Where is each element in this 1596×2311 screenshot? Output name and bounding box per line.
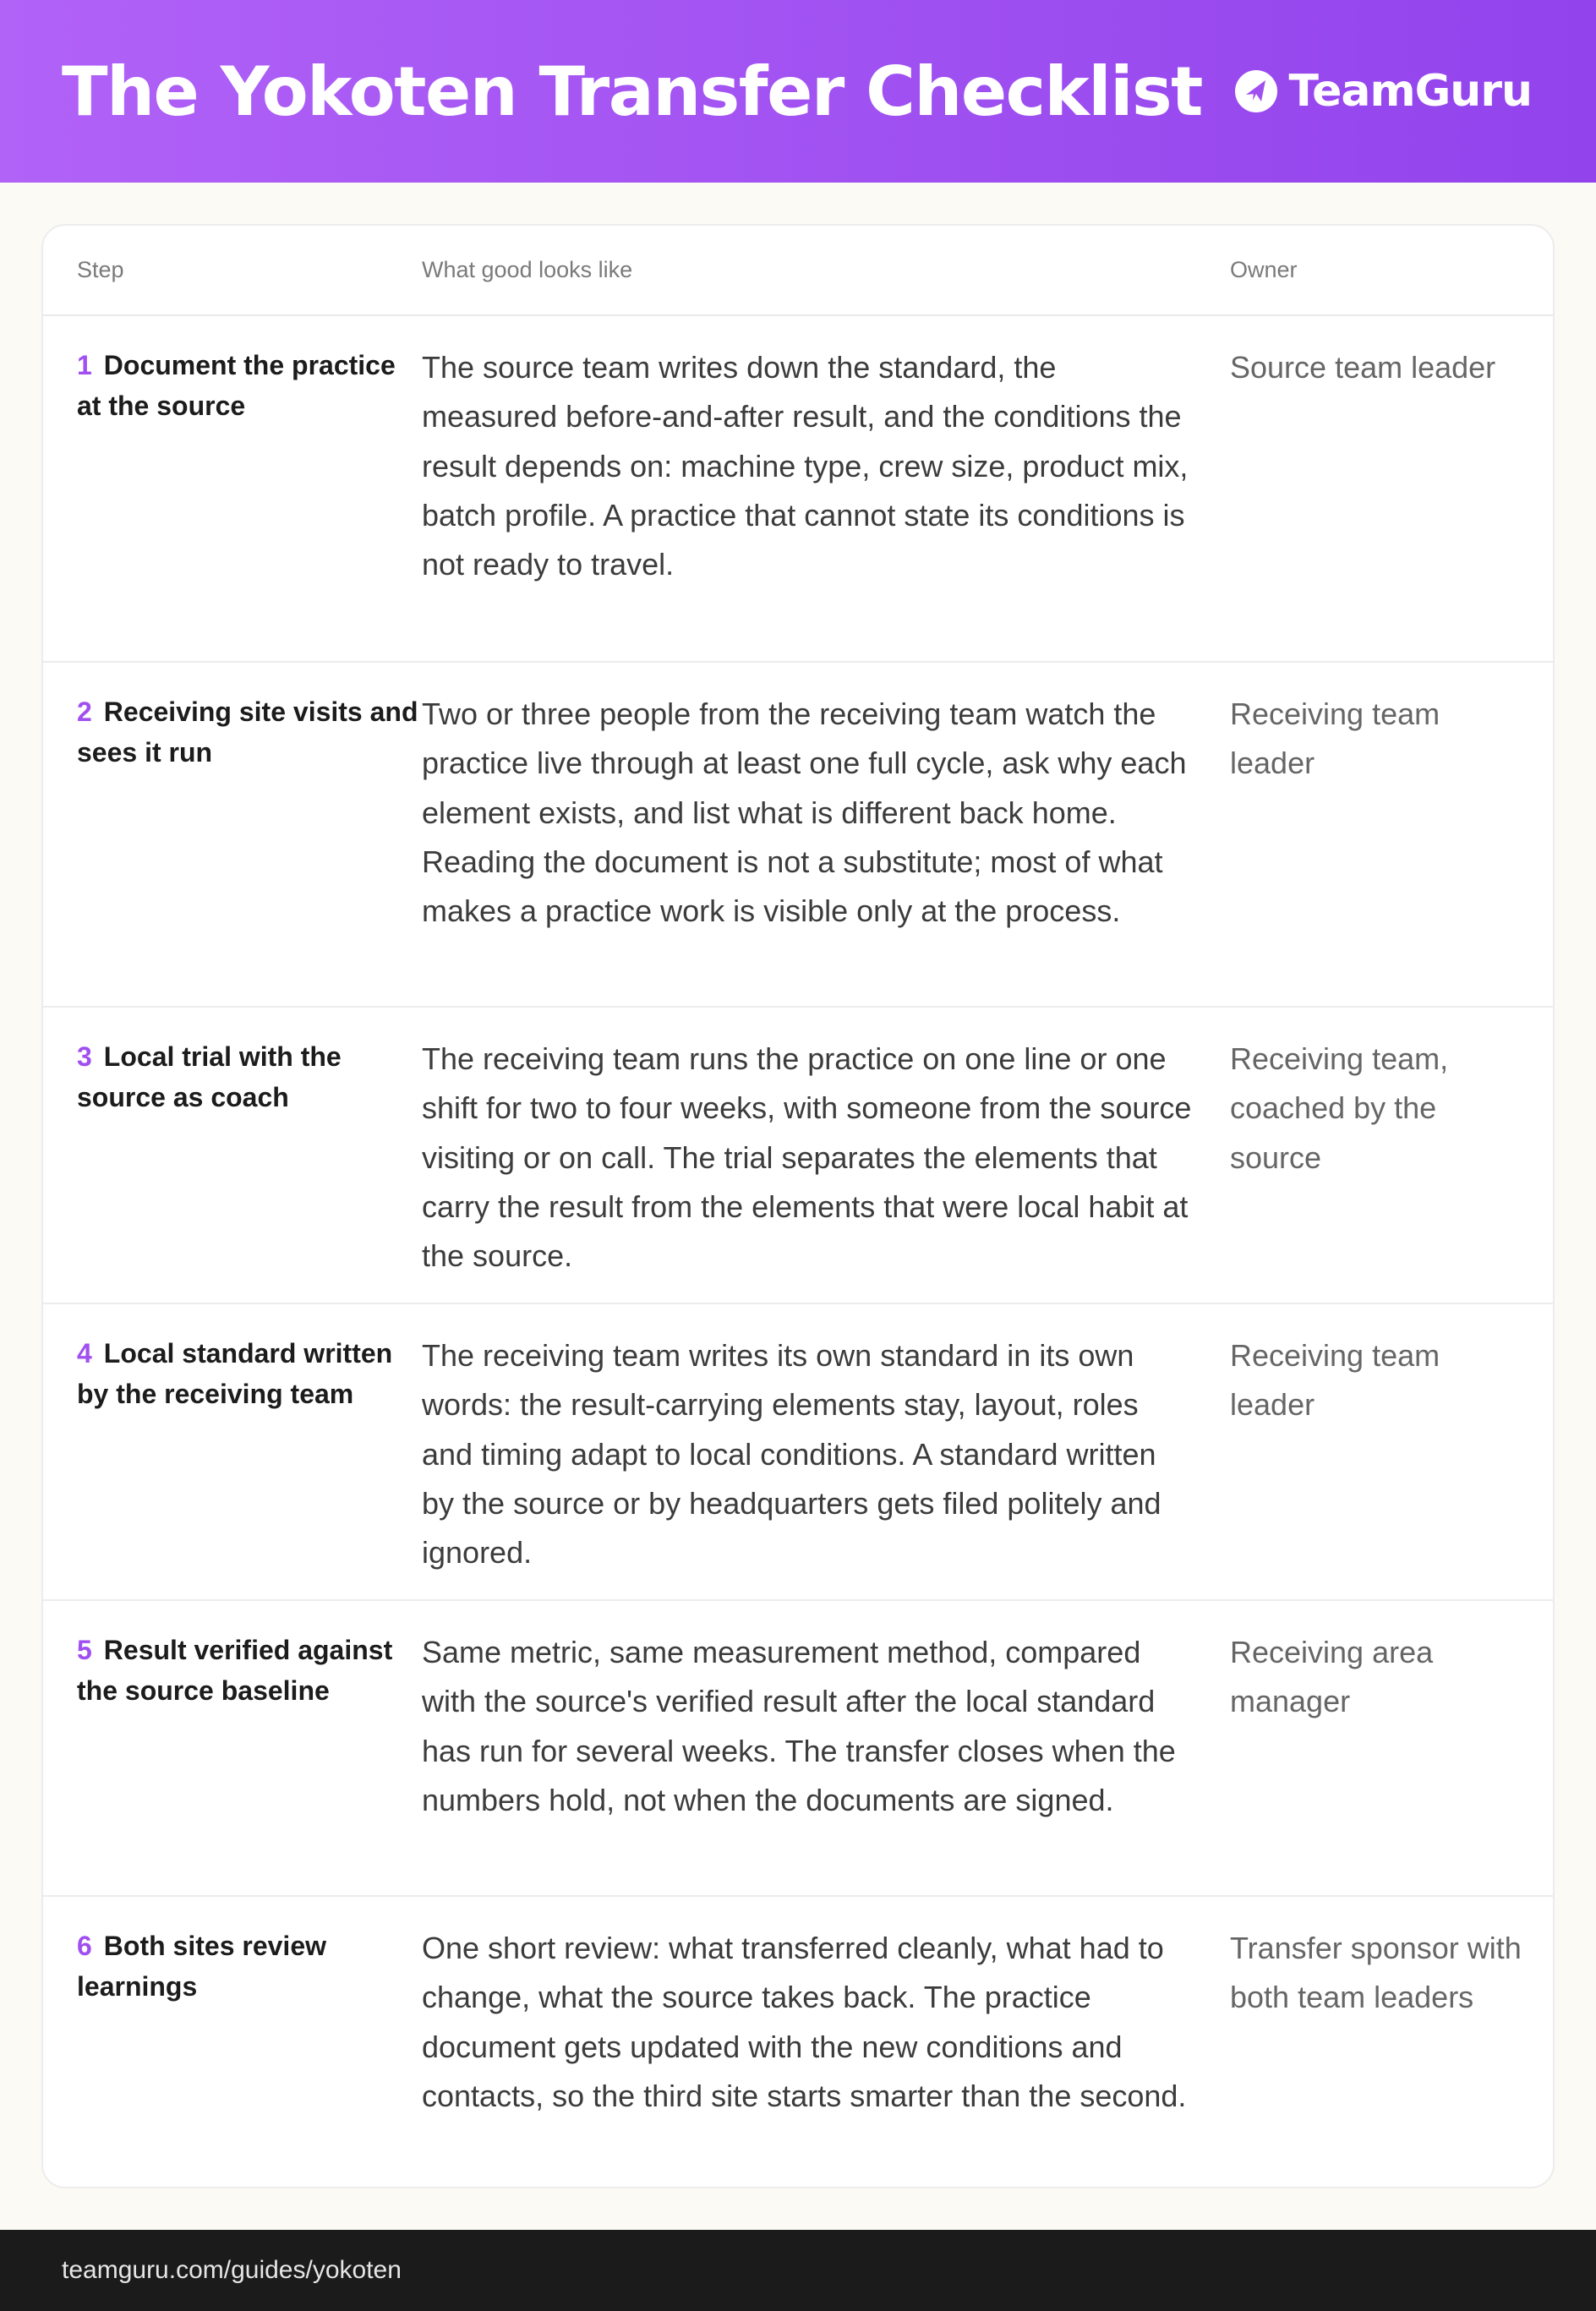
step-title: Both sites review learnings [77,1931,326,2002]
column-header-owner: Owner [1230,257,1298,282]
step-number: 4 [77,1338,92,1369]
step-cell [43,1035,422,1117]
brand-logo [1233,66,1532,117]
table-row [43,663,1553,1008]
table-header [43,226,1553,316]
footer-url: teamguru.com/guides/yokoten [62,2256,402,2284]
description-cell: One short review: what transferred cleanly, what had to change, what the source takes back. The practice document gets updated with the new conditions and contacts, so the third site starts smarter than the second. [422,1931,1187,2113]
owner-cell: Transfer sponsor with both team leaders [1230,1931,1522,2015]
owner-cell: Receiving team leader [1230,697,1440,781]
teamguru-logo-icon [1233,68,1279,114]
step-cell [43,1924,422,2007]
footer-bar [0,2230,1596,2311]
description-cell: Two or three people from the receiving team watch the practice live through at least one full cycle, ask why each element exists, and list what is different back home. Reading the document is not a substitute; most of what makes a practice work is visible only at the process. [422,697,1187,929]
step-cell [43,343,422,426]
step-cell [43,690,422,773]
step-number: 5 [77,1635,92,1665]
step-title: Result verified against the source baseline [77,1635,393,1706]
column-header-what-good-looks-like: What good looks like [422,257,633,282]
description-cell: The source team writes down the standard, the measured before-and-after result, and the conditions the result depends on: machine type, crew size, product mix, batch profile. A practice that cannot state its conditions is not ready to travel. [422,350,1189,582]
brand-name: TeamGuru [1288,66,1532,117]
table-row [43,1601,1553,1897]
table-row [43,1304,1553,1601]
description-cell: Same metric, same measurement method, compared with the source's verified result after the local standard has run for several weeks. The transfer closes when the numbers hold, not when the documents are signed. [422,1635,1176,1817]
step-cell [43,1331,422,1414]
step-cell [43,1628,422,1711]
table-row [43,1008,1553,1304]
step-title: Local trial with the source as coach [77,1041,342,1112]
step-title: Local standard written by the receiving team [77,1338,393,1409]
table-row [43,316,1553,663]
page-title: The Yokoten Transfer Checklist [62,52,1202,131]
column-header-step: Step [77,257,124,282]
owner-cell: Receiving area manager [1230,1635,1434,1719]
step-number: 1 [77,350,92,380]
step-title: Receiving site visits and sees it run [77,697,418,768]
step-number: 3 [77,1041,92,1072]
step-title: Document the practice at the source [77,350,396,421]
owner-cell: Source team leader [1230,350,1496,385]
description-cell: The receiving team runs the practice on one line or one shift for two to four weeks, with someone from the source visiting or on call. The trial separates the elements that carry the result from the elements that were local habit at the source. [422,1041,1192,1274]
owner-cell: Receiving team leader [1230,1338,1440,1423]
owner-cell: Receiving team, coached by the source [1230,1041,1449,1175]
table-row [43,1897,1553,2121]
checklist-table [41,224,1555,2188]
header-banner [0,0,1596,183]
step-number: 6 [77,1931,92,1961]
description-cell: The receiving team writes its own standard in its own words: the result-carrying elements stay, layout, roles and timing adapt to local conditions. A standard written by the source or by headquarters gets filed politely and ignored. [422,1338,1161,1571]
step-number: 2 [77,697,92,727]
